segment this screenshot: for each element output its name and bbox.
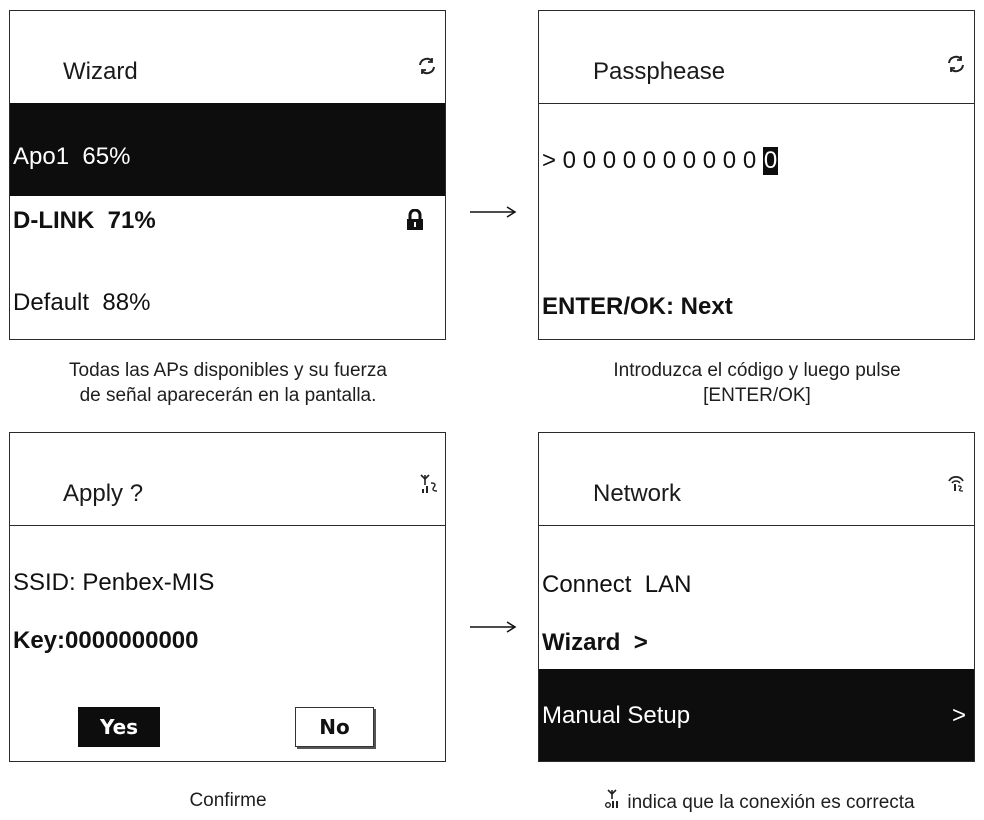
network-caption (540, 788, 980, 817)
apply-caption (0, 788, 456, 813)
ap-item-label: D-LINK 71% (13, 207, 156, 234)
ap-item-default[interactable] (10, 283, 445, 323)
menu-item-connect-lan[interactable] (539, 565, 974, 605)
no-button[interactable]: No (295, 707, 374, 747)
wizard-title: Wizard (63, 58, 138, 85)
caption-line: Todas las APs disponibles y su fuerza (69, 360, 387, 381)
key-text: Key:0000000000 (13, 627, 199, 654)
caption-line: indica que la conexión es correcta (627, 792, 915, 813)
passphrase-input[interactable] (539, 141, 974, 181)
passphrase-caption (530, 358, 984, 408)
menu-item-manual-setup[interactable] (539, 669, 974, 762)
wifi-refresh-icon (417, 56, 437, 81)
antenna-signal-icon (605, 788, 621, 817)
right-arrow (470, 204, 518, 225)
ap-item-dlink[interactable] (10, 201, 445, 241)
caption-line: de señal aparecerán en la pantalla. (79, 385, 377, 406)
network-connected-icon (946, 473, 966, 498)
network-divider (539, 525, 974, 526)
antenna-signal-icon (420, 473, 438, 500)
apply-divider (10, 525, 445, 526)
caption-line: Introduzca el código y luego pulse (613, 360, 901, 381)
wifi-refresh-icon (946, 54, 966, 79)
ap-item-label: Apo1 65% (13, 142, 131, 170)
right-arrow (470, 619, 518, 640)
wizard-caption (0, 358, 456, 408)
ap-item-label: Default 88% (13, 289, 151, 316)
passphrase-footer (539, 287, 974, 327)
caption-line: Confirme (189, 790, 267, 811)
apply-screen (9, 432, 446, 762)
ssid-line (10, 563, 445, 603)
passphrase-value: > 0 0 0 0 0 0 0 0 0 0 (542, 147, 763, 174)
caption-line: [ENTER/OK] (703, 385, 811, 406)
chevron-right-icon: > (951, 702, 966, 729)
ssid-text: SSID: Penbex-MIS (13, 569, 215, 596)
ap-item-apo1[interactable] (10, 103, 445, 196)
passphrase-title: Passphease (593, 58, 726, 85)
footer-hint: ENTER/OK: Next (542, 293, 733, 320)
menu-item-label: Manual Setup (542, 702, 691, 729)
network-title: Network (593, 480, 682, 507)
passphrase-cursor: 0 (763, 147, 778, 174)
passphrase-divider (539, 103, 974, 104)
lock-icon (405, 209, 425, 238)
menu-item-label: Wizard > (542, 629, 648, 656)
passphrase-screen (538, 10, 975, 340)
key-line (10, 621, 445, 661)
menu-item-wizard[interactable] (539, 623, 974, 663)
apply-title: Apply ? (63, 480, 144, 507)
wizard-screen (9, 10, 446, 340)
menu-item-label: Connect LAN (542, 571, 692, 598)
network-screen (538, 432, 975, 762)
yes-button[interactable]: Yes (78, 707, 160, 747)
